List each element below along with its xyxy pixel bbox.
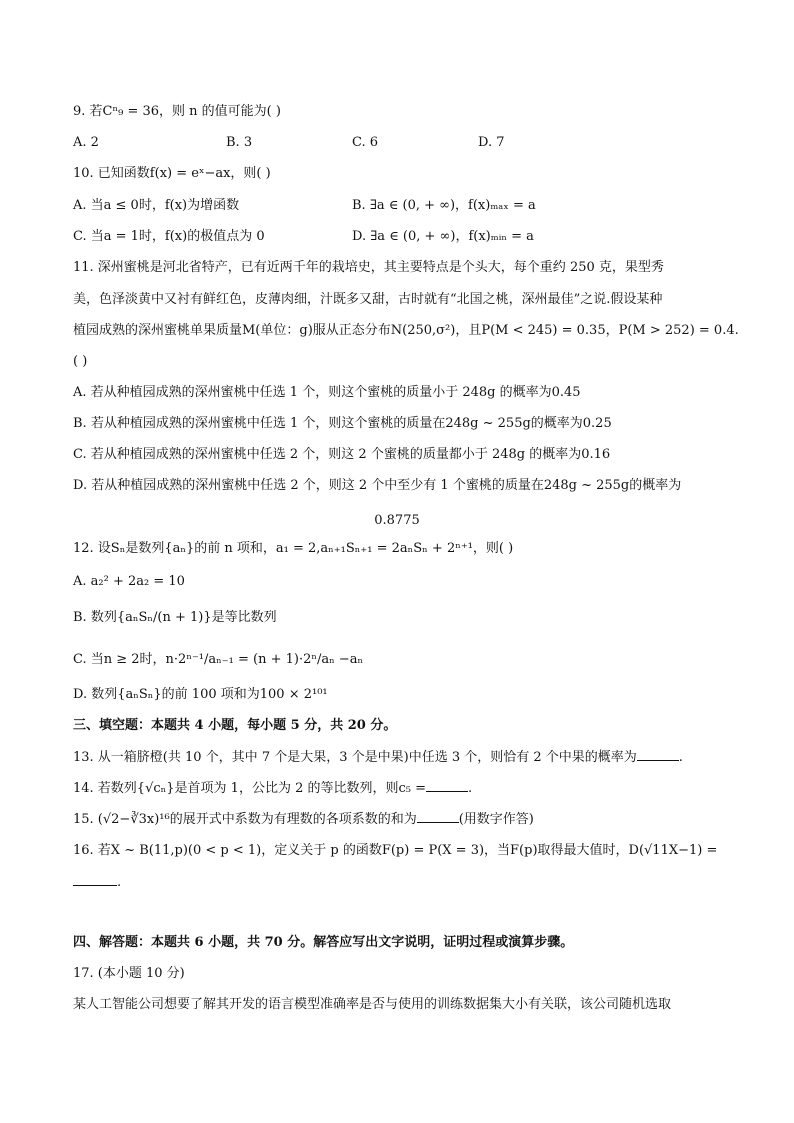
q12-option-d: D. 数列{aₙSₙ}的前 100 项和为100 × 2¹⁰¹ (73, 687, 328, 702)
q15 (73, 810, 534, 829)
q13-text: 13. 从一箱脐橙(共 10 个，其中 7 个是大果，3 个是中果)中任选 3 个，则恰有 2 个中果的概率为 (73, 750, 637, 765)
q17-header: 17. (本小题 10 分) (73, 966, 185, 981)
q11-line-1: 11. 深州蜜桃是河北省特产，已有近两千年的栽培史，其主要特点是个头大，每个重约 250 克，果型秀 (73, 260, 664, 275)
q16-answer-line: . (73, 873, 121, 892)
q16-text: 16. 若X ~ B(11,p)(0 < p < 1)，定义关于 p 的函数F(p) = P(X = 3)，当F(p)取得最大值时，D(√11X−1) = (73, 843, 718, 858)
q16-answer-blank[interactable] (73, 873, 117, 886)
q17-text: 某人工智能公司想要了解其开发的语言模型准确率是否与使用的训练数据集大小有关联，该公司随机选取 (73, 997, 672, 1012)
q13: 13. 从一箱脐橙(共 10 个，其中 7 个是大果，3 个是中果)中任选 3 个，则恰有 2 个中果的概率为 . (73, 750, 683, 765)
q12-stem: 12. 设Sₙ是数列{aₙ}的前 n 项和，a₁ = 2,aₙ₊₁Sₙ₊₁ = 2aₙSₙ + 2ⁿ⁺¹，则( ) (73, 541, 514, 556)
q12-option-a: A. a₂² + 2a₂ = 10 (73, 574, 185, 589)
q14: 14. 若数列{√cₙ}是首项为 1，公比为 2 的等比数列，则c₅ = . (73, 781, 473, 796)
section-3-heading: 三、填空题：本题共 4 小题，每小题 5 分，共 20 分。 (73, 718, 397, 733)
q11-option-c: C. 若从种植园成熟的深州蜜桃中任选 2 个，则这 2 个蜜桃的质量都小于 248g 的概率为0.16 (73, 447, 611, 462)
section-4-heading: 四、解答题：本题共 6 小题，共 70 分。解答应写出文字说明，证明过程或演算步骤。 (73, 935, 574, 950)
q11-option-b: B. 若从种植园成熟的深州蜜桃中任选 1 个，则这个蜜桃的质量在248g ~ 255g的概率为0.25 (73, 416, 612, 431)
q10-option-a: A. 当a ≤ 0时，f(x)为增函数 (73, 198, 240, 213)
q9-option-a: A. 2 (73, 135, 99, 150)
q9-option-c: C. 6 (352, 135, 379, 150)
q14-text: 14. 若数列{√cₙ}是首项为 1，公比为 2 的等比数列，则c₅ = (73, 781, 426, 796)
q15-suffix: (用数字作答) (458, 812, 534, 827)
q13-answer-blank[interactable] (637, 748, 679, 761)
q15-text: 15. (√2−∛3x)¹⁶的展开式中系数为有理数的各项系数的和为 (73, 812, 417, 827)
q11-line-2: 美，色泽淡黄中又衬有鲜红色，皮薄肉细，汁既多又甜，古时就有“北国之桃，深州最佳”之说.假设某种 (73, 292, 663, 307)
q11-option-a: A. 若从种植园成熟的深州蜜桃中任选 1 个，则这个蜜桃的质量小于 248g 的概率为0.45 (73, 385, 581, 400)
q12-option-c: C. 当n ≥ 2时，n·2ⁿ⁻¹/aₙ₋₁ = (n + 1)·2ⁿ/aₙ −aₙ (73, 652, 364, 667)
q10-stem: 10. 已知函数f(x) = eˣ−ax，则( ) (73, 166, 271, 181)
q11-option-d-value: 0.8775 (374, 513, 420, 528)
q11-option-d: D. 若从种植园成熟的深州蜜桃中任选 2 个，则这 2 个中至少有 1 个蜜桃的质量在248g ~ 255g的概率为 (73, 478, 682, 493)
q12-option-b: B. 数列{aₙSₙ/(n + 1)}是等比数列 (73, 610, 277, 625)
q10-option-d: D. ∃a ∈ (0, + ∞)，f(x)ₘᵢₙ = a (352, 229, 534, 244)
q11-line-3: 植园成熟的深州蜜桃单果质量M(单位：g)服从正态分布N(250,σ²)，且P(M < 245) = 0.35，P(M > 252) = 0.4. (73, 323, 739, 338)
q9-option-d: D. 7 (478, 135, 505, 150)
q15-answer-blank[interactable] (417, 810, 459, 823)
q10-option-c: C. 当a = 1时，f(x)的极值点为 0 (73, 229, 265, 244)
q10-option-b: B. ∃a ∈ (0, + ∞)，f(x)ₘₐₓ = a (352, 198, 536, 213)
q11-line-4: ( ) (73, 354, 88, 369)
q14-answer-blank[interactable] (426, 779, 468, 792)
q9-option-b: B. 3 (226, 135, 253, 150)
q9-stem: 9. 若Cⁿ₉ = 36，则 n 的值可能为( ) (73, 104, 281, 119)
